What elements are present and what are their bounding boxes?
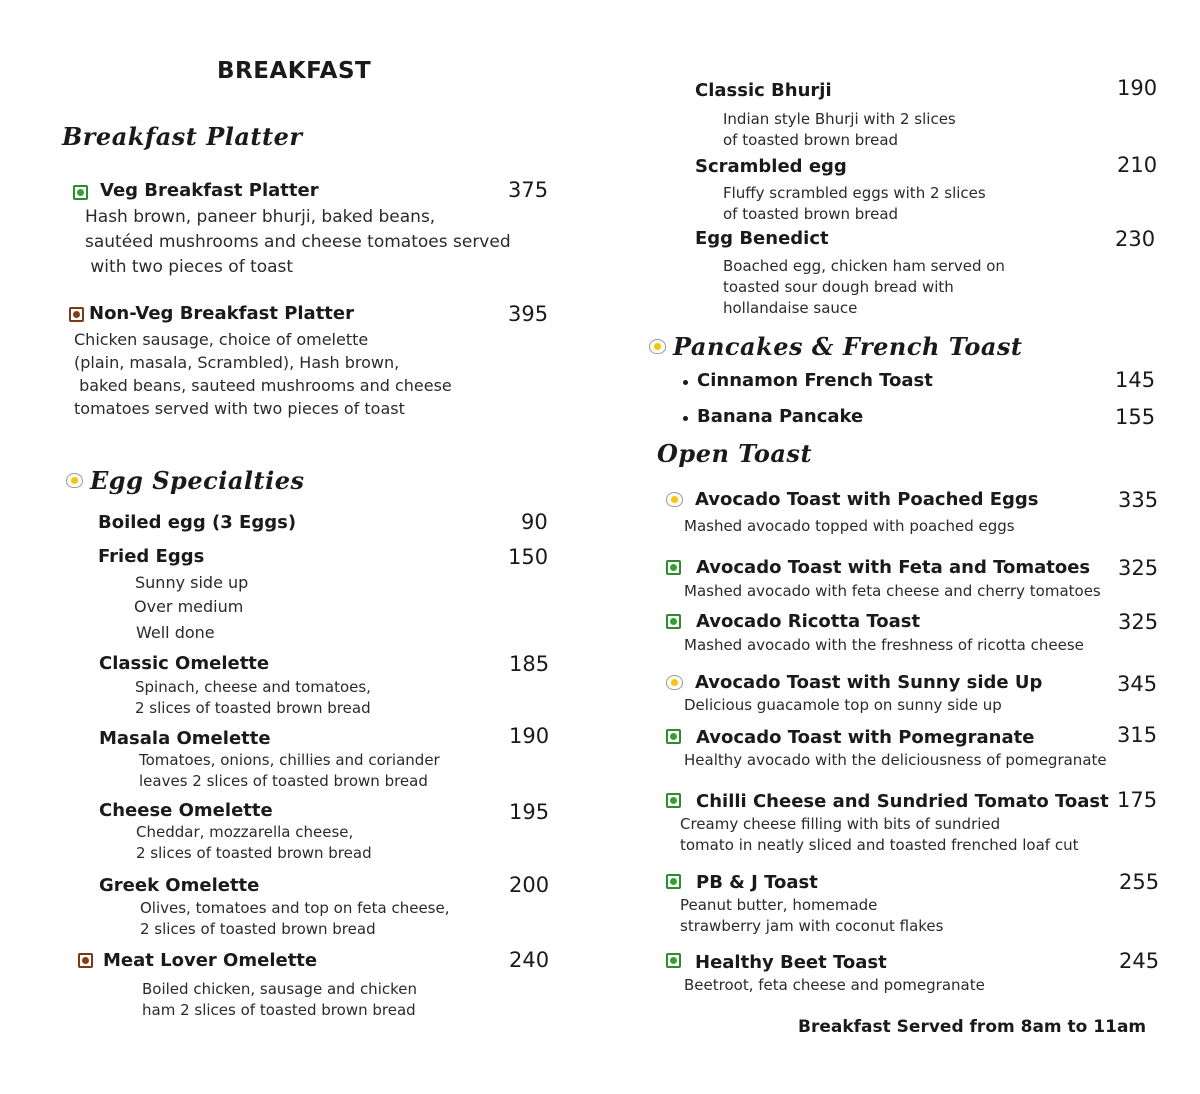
item-desc-classic-bhurji xyxy=(723,109,956,151)
item-price-masala-omelette: 190 xyxy=(509,724,550,748)
item-price-pbj-toast: 255 xyxy=(1119,870,1160,894)
desc-line: leaves 2 slices of toasted brown bread xyxy=(139,772,428,790)
desc-line: (plain, masala, Scrambled), Hash brown, xyxy=(74,353,400,372)
item-price-meat-lover-omelette: 240 xyxy=(509,948,550,972)
item-name-greek-omelette: Greek Omelette xyxy=(99,875,260,896)
desc-line: Indian style Bhurji with 2 slices xyxy=(723,110,956,128)
item-price-avocado-ricotta: 325 xyxy=(1118,610,1159,634)
desc-line: tomatoes served with two pieces of toast xyxy=(74,399,405,418)
item-desc-nonveg-breakfast-platter xyxy=(74,328,452,420)
item-name-avocado-sunny: Avocado Toast with Sunny side Up xyxy=(695,672,1043,693)
item-desc-avocado-sunny: Delicious guacamole top on sunny side up xyxy=(684,696,1002,714)
item-price-avocado-poached: 335 xyxy=(1118,488,1159,512)
item-desc-pbj-toast xyxy=(680,895,943,937)
veg-icon xyxy=(666,560,681,575)
item-desc-scrambled-egg xyxy=(723,183,986,225)
desc-line: 2 slices of toasted brown bread xyxy=(136,844,372,862)
item-name-avocado-pomegranate: Avocado Toast with Pomegranate xyxy=(696,727,1035,748)
fried-option-over-medium: Over medium xyxy=(134,597,244,616)
item-desc-meat-lover-omelette xyxy=(142,979,417,1021)
desc-line: Tomatoes, onions, chillies and coriander xyxy=(139,751,440,769)
item-name-fried-eggs: Fried Eggs xyxy=(98,546,205,567)
item-desc-avocado-pomegranate: Healthy avocado with the deliciousness of pomegranate xyxy=(684,751,1107,769)
item-price-avocado-feta: 325 xyxy=(1118,556,1159,580)
item-name-avocado-poached: Avocado Toast with Poached Eggs xyxy=(695,489,1039,510)
veg-icon xyxy=(73,185,88,200)
item-price-avocado-pomegranate: 315 xyxy=(1117,723,1158,747)
veg-icon xyxy=(666,793,681,808)
desc-line: Spinach, cheese and tomatoes, xyxy=(135,678,371,696)
desc-line: sautéed mushrooms and cheese tomatoes served xyxy=(85,232,511,252)
item-name-classic-bhurji: Classic Bhurji xyxy=(695,80,832,101)
item-price-avocado-sunny: 345 xyxy=(1117,672,1158,696)
item-price-classic-bhurji: 190 xyxy=(1117,76,1158,100)
desc-line: baked beans, sauteed mushrooms and cheese xyxy=(74,376,452,395)
item-price-nonveg-breakfast-platter: 395 xyxy=(508,302,549,326)
item-name-avocado-feta: Avocado Toast with Feta and Tomatoes xyxy=(696,557,1091,578)
item-desc-healthy-beet-toast: Beetroot, feta cheese and pomegranate xyxy=(684,976,985,994)
desc-line: toasted sour dough bread with xyxy=(723,278,954,296)
bullet-icon xyxy=(683,380,688,385)
fried-option-well-done: Well done xyxy=(136,623,215,642)
desc-line: Creamy cheese filling with bits of sundried xyxy=(680,815,1001,833)
veg-icon xyxy=(666,729,681,744)
egg-icon xyxy=(66,473,83,488)
item-name-avocado-ricotta: Avocado Ricotta Toast xyxy=(696,611,921,632)
item-price-greek-omelette: 200 xyxy=(509,873,550,897)
item-desc-masala-omelette xyxy=(139,750,440,792)
item-price-cheese-omelette: 195 xyxy=(509,800,550,824)
item-price-boiled-egg: 90 xyxy=(521,510,548,534)
desc-line: Peanut butter, homemade xyxy=(680,896,878,914)
item-name-classic-omelette: Classic Omelette xyxy=(99,653,270,674)
item-name-healthy-beet-toast: Healthy Beet Toast xyxy=(695,952,887,973)
item-price-scrambled-egg: 210 xyxy=(1117,153,1158,177)
desc-line: 2 slices of toasted brown bread xyxy=(140,920,376,938)
veg-icon xyxy=(666,874,681,889)
desc-line: 2 slices of toasted brown bread xyxy=(135,699,371,717)
fried-option-sunny-side-up: Sunny side up xyxy=(135,573,249,592)
desc-line: Chicken sausage, choice of omelette xyxy=(74,330,369,349)
item-name-pbj-toast: PB & J Toast xyxy=(696,872,818,893)
item-name-meat-lover-omelette: Meat Lover Omelette xyxy=(103,950,318,971)
desc-line: Cheddar, mozzarella cheese, xyxy=(136,823,354,841)
item-name-nonveg-breakfast-platter: Non-Veg Breakfast Platter xyxy=(89,303,354,324)
item-name-scrambled-egg: Scrambled egg xyxy=(695,156,847,177)
item-name-chilli-cheese-toast: Chilli Cheese and Sundried Tomato Toast xyxy=(696,791,1109,812)
veg-icon xyxy=(666,614,681,629)
item-desc-avocado-poached: Mashed avocado topped with poached eggs xyxy=(684,517,1015,535)
item-name-cheese-omelette: Cheese Omelette xyxy=(99,800,273,821)
item-name-cinnamon-french-toast: Cinnamon French Toast xyxy=(697,370,933,391)
item-price-fried-eggs: 150 xyxy=(508,545,549,569)
item-desc-classic-omelette xyxy=(135,677,371,719)
desc-line: with two pieces of toast xyxy=(85,257,294,277)
section-heading-egg-specialties: Egg Specialties xyxy=(90,466,305,495)
item-name-masala-omelette: Masala Omelette xyxy=(99,728,271,749)
desc-line: Boiled chicken, sausage and chicken xyxy=(142,980,417,998)
section-heading-pancakes-french-toast: Pancakes & French Toast xyxy=(673,332,1023,361)
item-desc-cheese-omelette xyxy=(136,822,372,864)
desc-line: Hash brown, paneer bhurji, baked beans, xyxy=(85,207,436,227)
section-heading-breakfast-platter: Breakfast Platter xyxy=(62,122,303,151)
item-name-egg-benedict: Egg Benedict xyxy=(695,228,829,249)
section-heading-open-toast: Open Toast xyxy=(657,439,813,468)
item-desc-avocado-ricotta: Mashed avocado with the freshness of ricotta cheese xyxy=(684,636,1084,654)
desc-line: tomato in neatly sliced and toasted frenched loaf cut xyxy=(680,836,1079,854)
item-price-healthy-beet-toast: 245 xyxy=(1119,949,1160,973)
menu-title: BREAKFAST xyxy=(217,58,372,84)
desc-line: Boached egg, chicken ham served on xyxy=(723,257,1005,275)
nonveg-icon xyxy=(69,307,84,322)
desc-line: of toasted brown bread xyxy=(723,131,899,149)
veg-icon xyxy=(666,953,681,968)
item-desc-egg-benedict xyxy=(723,256,1005,319)
item-desc-chilli-cheese-toast xyxy=(680,814,1078,856)
item-name-boiled-egg: Boiled egg (3 Eggs) xyxy=(98,512,297,533)
item-price-classic-omelette: 185 xyxy=(509,652,550,676)
desc-line: Fluffy scrambled eggs with 2 slices xyxy=(723,184,986,202)
bullet-icon xyxy=(683,416,688,421)
nonveg-icon xyxy=(78,953,93,968)
desc-line: strawberry jam with coconut flakes xyxy=(680,917,944,935)
egg-icon xyxy=(666,492,683,507)
item-price-veg-breakfast-platter: 375 xyxy=(508,178,549,202)
item-price-cinnamon-french-toast: 145 xyxy=(1115,368,1156,392)
serving-hours-note: Breakfast Served from 8am to 11am xyxy=(798,1017,1147,1037)
item-price-banana-pancake: 155 xyxy=(1115,405,1156,429)
desc-line: hollandaise sauce xyxy=(723,299,858,317)
egg-icon xyxy=(649,339,666,354)
desc-line: of toasted brown bread xyxy=(723,205,899,223)
item-desc-greek-omelette xyxy=(140,898,450,940)
item-name-veg-breakfast-platter: Veg Breakfast Platter xyxy=(100,180,319,201)
desc-line: Olives, tomatoes and top on feta cheese, xyxy=(140,899,450,917)
item-price-egg-benedict: 230 xyxy=(1115,227,1156,251)
item-name-banana-pancake: Banana Pancake xyxy=(697,406,864,427)
item-desc-veg-breakfast-platter xyxy=(85,205,511,280)
item-price-chilli-cheese-toast: 175 xyxy=(1117,788,1158,812)
egg-icon xyxy=(666,675,683,690)
desc-line: ham 2 slices of toasted brown bread xyxy=(142,1001,416,1019)
item-desc-avocado-feta: Mashed avocado with feta cheese and cherry tomatoes xyxy=(684,582,1101,600)
